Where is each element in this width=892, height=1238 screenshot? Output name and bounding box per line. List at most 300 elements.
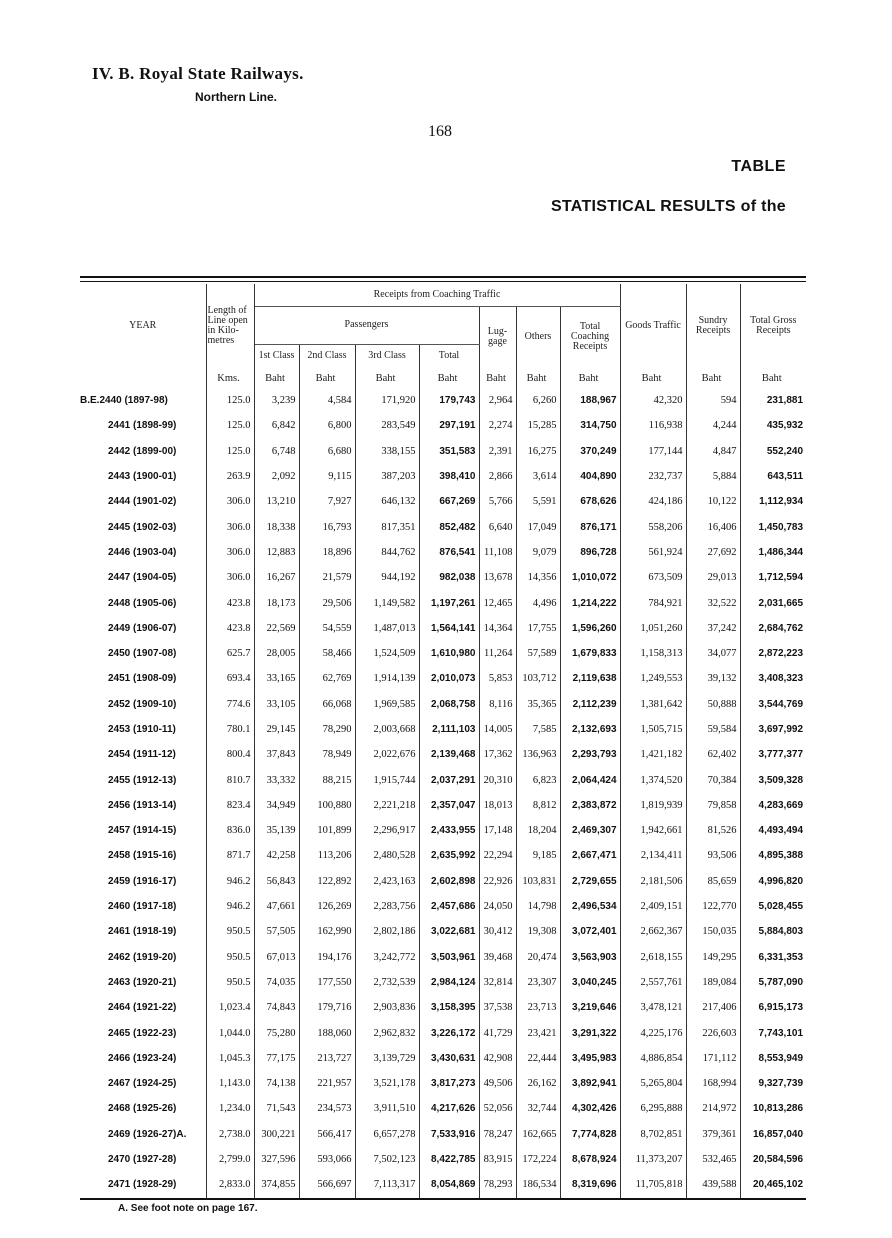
cell-luggage: 39,468 [479, 945, 516, 970]
cell-class1: 327,596 [254, 1147, 299, 1172]
cell-sundry: 171,112 [686, 1046, 740, 1071]
cell-class3: 944,192 [355, 565, 419, 590]
cell-class2: 162,990 [299, 919, 355, 944]
cell-total-coaching: 3,291,322 [560, 1020, 620, 1045]
cell-luggage: 2,964 [479, 388, 516, 413]
footnote: A. See foot note on page 167. [118, 1203, 258, 1214]
cell-luggage: 11,108 [479, 540, 516, 565]
cell-goods: 1,158,313 [620, 641, 686, 666]
cell-total: 4,217,626 [419, 1096, 479, 1121]
cell-others: 18,204 [516, 818, 560, 843]
cell-goods: 2,181,506 [620, 869, 686, 894]
cell-goods: 558,206 [620, 514, 686, 539]
cell-goods: 2,557,761 [620, 970, 686, 995]
cell-total: 1,610,980 [419, 641, 479, 666]
cell-total: 982,038 [419, 565, 479, 590]
cell-year: 2468 (1925-26) [80, 1096, 206, 1121]
cell-gross: 3,777,377 [758, 749, 804, 761]
cell-class1: 6,748 [254, 439, 299, 464]
cell-class2: 126,269 [299, 894, 355, 919]
cell-class2: 18,896 [299, 540, 355, 565]
cell-total-coaching: 2,469,307 [560, 818, 620, 843]
col-header-gross: Total Gross Receipts [750, 315, 797, 336]
cell-total-coaching: 876,171 [560, 514, 620, 539]
cell-class3: 6,657,278 [355, 1122, 419, 1147]
cell-sundry: 4,847 [686, 439, 740, 464]
cell-sundry: 150,035 [686, 919, 740, 944]
cell-total-coaching: 188,967 [560, 388, 620, 413]
cell-year: 2452 (1909-10) [80, 692, 206, 717]
cell-total: 2,602,898 [419, 869, 479, 894]
cell-luggage: 12,465 [479, 590, 516, 615]
cell-luggage: 83,915 [479, 1147, 516, 1172]
cell-year: 2444 (1901-02) [80, 489, 206, 514]
cell-goods: 784,921 [620, 590, 686, 615]
cell-others: 17,755 [516, 616, 560, 641]
cell-sundry: 149,295 [686, 945, 740, 970]
cell-class2: 194,176 [299, 945, 355, 970]
cell-total-coaching: 314,750 [560, 413, 620, 438]
table-row [80, 666, 806, 691]
cell-gross: 2,031,665 [758, 597, 804, 609]
cell-gross: 3,408,323 [758, 673, 804, 685]
cell-luggage: 11,264 [479, 641, 516, 666]
cell-length: 263.9 [206, 464, 254, 489]
cell-length: 2,738.0 [206, 1122, 254, 1147]
cell-sundry: 62,402 [686, 742, 740, 767]
cell-class1: 300,221 [254, 1122, 299, 1147]
cell-gross: 4,283,669 [758, 799, 804, 811]
col-header-others: Others [516, 306, 560, 368]
cell-others: 3,614 [516, 464, 560, 489]
cell-total-coaching: 2,496,534 [560, 894, 620, 919]
cell-length: 871.7 [206, 843, 254, 868]
cell-luggage: 22,926 [479, 869, 516, 894]
cell-total-coaching: 404,890 [560, 464, 620, 489]
cell-luggage: 14,005 [479, 717, 516, 742]
cell-class2: 100,880 [299, 793, 355, 818]
cell-length: 125.0 [206, 388, 254, 413]
cell-gross: 20,584,596 [752, 1154, 804, 1166]
unit-others: Baht [516, 368, 560, 388]
cell-goods: 1,819,939 [620, 793, 686, 818]
cell-total-coaching: 3,563,903 [560, 945, 620, 970]
cell-total: 2,010,073 [419, 666, 479, 691]
cell-goods: 2,409,151 [620, 894, 686, 919]
cell-goods: 4,886,854 [620, 1046, 686, 1071]
cell-class3: 3,242,772 [355, 945, 419, 970]
cell-sundry: 594 [686, 388, 740, 413]
cell-class2: 16,793 [299, 514, 355, 539]
cell-class1: 374,855 [254, 1172, 299, 1198]
col-header-year: YEAR [80, 284, 206, 368]
cell-others: 6,260 [516, 388, 560, 413]
cell-gross: 1,450,783 [758, 521, 804, 533]
table-row [80, 616, 806, 641]
cell-gross: 10,813,286 [752, 1103, 804, 1115]
cell-others: 32,744 [516, 1096, 560, 1121]
cell-others: 186,534 [516, 1172, 560, 1198]
cell-class1: 13,210 [254, 489, 299, 514]
cell-total: 2,984,124 [419, 970, 479, 995]
unit-length: Kms. [206, 368, 254, 388]
cell-class2: 4,584 [299, 388, 355, 413]
cell-total: 2,139,468 [419, 742, 479, 767]
cell-class2: 188,060 [299, 1020, 355, 1045]
table-row [80, 514, 806, 539]
cell-total-coaching: 2,729,655 [560, 869, 620, 894]
cell-length: 1,143.0 [206, 1071, 254, 1096]
cell-sundry: 37,242 [686, 616, 740, 641]
cell-sundry: 226,603 [686, 1020, 740, 1045]
cell-length: 946.2 [206, 869, 254, 894]
table-row [80, 919, 806, 944]
cell-year: 2456 (1913-14) [80, 793, 206, 818]
cell-length: 306.0 [206, 540, 254, 565]
cell-class3: 7,502,123 [355, 1147, 419, 1172]
table-row [80, 464, 806, 489]
table-row [80, 1071, 806, 1096]
cell-total-coaching: 3,040,245 [560, 970, 620, 995]
cell-others: 5,591 [516, 489, 560, 514]
cell-class3: 2,802,186 [355, 919, 419, 944]
cell-total-coaching: 2,119,638 [560, 666, 620, 691]
table-row [80, 590, 806, 615]
cell-others: 162,665 [516, 1122, 560, 1147]
cell-class3: 2,296,917 [355, 818, 419, 843]
cell-gross: 20,465,102 [740, 1172, 806, 1198]
cell-length: 780.1 [206, 717, 254, 742]
cell-class1: 35,139 [254, 818, 299, 843]
cell-sundry: 81,526 [686, 818, 740, 843]
cell-total: 1,564,141 [419, 616, 479, 641]
cell-year: 2453 (1910-11) [80, 717, 206, 742]
cell-class2: 101,899 [299, 818, 355, 843]
cell-class3: 171,920 [355, 388, 419, 413]
cell-others: 14,798 [516, 894, 560, 919]
cell-goods: 3,478,121 [620, 995, 686, 1020]
table-row [80, 995, 806, 1020]
cell-gross: 5,028,455 [758, 901, 804, 913]
cell-others: 16,275 [516, 439, 560, 464]
cell-gross: 2,872,223 [758, 648, 804, 660]
cell-luggage: 8,116 [479, 692, 516, 717]
cell-class1: 18,338 [254, 514, 299, 539]
cell-goods: 561,924 [620, 540, 686, 565]
cell-gross: 4,895,388 [758, 850, 804, 862]
cell-others: 103,831 [516, 869, 560, 894]
cell-length: 423.8 [206, 616, 254, 641]
cell-gross: 552,240 [766, 445, 804, 457]
cell-total-coaching: 2,293,793 [560, 742, 620, 767]
cell-class1: 16,267 [254, 565, 299, 590]
cell-gross: 9,327,739 [758, 1078, 804, 1090]
cell-sundry: 379,361 [686, 1122, 740, 1147]
table-row [80, 869, 806, 894]
cell-goods: 1,374,520 [620, 767, 686, 792]
cell-luggage: 49,506 [479, 1071, 516, 1096]
cell-total: 7,533,916 [419, 1122, 479, 1147]
cell-class3: 2,423,163 [355, 869, 419, 894]
cell-total-coaching: 3,495,983 [560, 1046, 620, 1071]
statistics-table [80, 284, 806, 1200]
col-header-total-coaching: Total Coaching Receipts [560, 306, 620, 368]
cell-year: 2458 (1915-16) [80, 843, 206, 868]
cell-class2: 566,697 [299, 1172, 355, 1198]
cell-class3: 1,149,582 [355, 590, 419, 615]
cell-class2: 88,215 [299, 767, 355, 792]
cell-class1: 67,013 [254, 945, 299, 970]
cell-length: 1,044.0 [206, 1020, 254, 1045]
cell-class1: 77,175 [254, 1046, 299, 1071]
cell-class1: 42,258 [254, 843, 299, 868]
cell-goods: 1,249,553 [620, 666, 686, 691]
cell-year: 2467 (1924-25) [80, 1071, 206, 1096]
cell-year: 2457 (1914-15) [80, 818, 206, 843]
cell-total-coaching: 1,214,222 [560, 590, 620, 615]
cell-length: 1,045.3 [206, 1046, 254, 1071]
cell-year: 2460 (1917-18) [80, 894, 206, 919]
cell-total-coaching: 1,679,833 [560, 641, 620, 666]
cell-class3: 2,022,676 [355, 742, 419, 767]
table-row [80, 489, 806, 514]
cell-class1: 22,569 [254, 616, 299, 641]
cell-class2: 6,800 [299, 413, 355, 438]
cell-length: 810.7 [206, 767, 254, 792]
cell-year: 2455 (1912-13) [80, 767, 206, 792]
cell-luggage: 20,310 [479, 767, 516, 792]
cell-gross: 6,331,353 [758, 951, 804, 963]
cell-year: 2461 (1918-19) [80, 919, 206, 944]
cell-class1: 56,843 [254, 869, 299, 894]
cell-class1: 75,280 [254, 1020, 299, 1045]
cell-year: 2441 (1898-99) [80, 413, 206, 438]
cell-year: 2451 (1908-09) [80, 666, 206, 691]
cell-sundry: 532,465 [686, 1147, 740, 1172]
cell-length: 946.2 [206, 894, 254, 919]
cell-goods: 5,265,804 [620, 1071, 686, 1096]
cell-class3: 2,221,218 [355, 793, 419, 818]
cell-total: 852,482 [419, 514, 479, 539]
cell-class3: 2,003,668 [355, 717, 419, 742]
unit-luggage: Baht [479, 368, 516, 388]
table-row [80, 1046, 806, 1071]
cell-class2: 177,550 [299, 970, 355, 995]
cell-others: 8,812 [516, 793, 560, 818]
cell-goods: 1,381,642 [620, 692, 686, 717]
table-top-rule [80, 276, 806, 278]
table-row [80, 413, 806, 438]
cell-class3: 2,480,528 [355, 843, 419, 868]
cell-class2: 54,559 [299, 616, 355, 641]
table-row [80, 767, 806, 792]
table-row [80, 793, 806, 818]
cell-others: 19,308 [516, 919, 560, 944]
cell-goods: 11,705,818 [620, 1172, 686, 1198]
table-row [80, 945, 806, 970]
cell-others: 26,162 [516, 1071, 560, 1096]
cell-total: 2,357,047 [419, 793, 479, 818]
cell-year: 2442 (1899-00) [80, 439, 206, 464]
cell-gross: 5,787,090 [758, 976, 804, 988]
cell-luggage: 18,013 [479, 793, 516, 818]
table-row [80, 843, 806, 868]
cell-total-coaching: 370,249 [560, 439, 620, 464]
cell-luggage: 2,866 [479, 464, 516, 489]
cell-class2: 593,066 [299, 1147, 355, 1172]
cell-class1: 57,505 [254, 919, 299, 944]
cell-class2: 78,290 [299, 717, 355, 742]
cell-class3: 1,914,139 [355, 666, 419, 691]
cell-class3: 2,732,539 [355, 970, 419, 995]
cell-class1: 2,092 [254, 464, 299, 489]
cell-total: 3,817,273 [419, 1071, 479, 1096]
cell-total: 3,158,395 [419, 995, 479, 1020]
cell-total-coaching: 1,010,072 [560, 565, 620, 590]
cell-sundry: 59,584 [686, 717, 740, 742]
unit-gross: Baht [761, 372, 782, 384]
cell-sundry: 34,077 [686, 641, 740, 666]
section-subtitle: Northern Line. [195, 90, 278, 104]
col-header-class2: 2nd Class [299, 344, 355, 368]
unit-goods: Baht [620, 368, 686, 388]
cell-others: 7,585 [516, 717, 560, 742]
cell-sundry: 214,972 [686, 1096, 740, 1121]
col-header-luggage: Lug-gage [479, 306, 516, 368]
cell-total-coaching: 3,072,401 [560, 919, 620, 944]
cell-total-coaching: 896,728 [560, 540, 620, 565]
cell-luggage: 2,274 [479, 413, 516, 438]
cell-class1: 37,843 [254, 742, 299, 767]
cell-year: 2449 (1906-07) [80, 616, 206, 641]
cell-others: 57,589 [516, 641, 560, 666]
cell-length: 423.8 [206, 590, 254, 615]
cell-goods: 1,505,715 [620, 717, 686, 742]
cell-class3: 3,911,510 [355, 1096, 419, 1121]
cell-year: 2454 (1911-12) [80, 742, 206, 767]
cell-gross: 2,684,762 [758, 622, 804, 634]
cell-total-coaching: 8,678,924 [560, 1147, 620, 1172]
units-row [80, 368, 806, 388]
cell-total: 2,635,992 [419, 843, 479, 868]
unit-total: Baht [419, 368, 479, 388]
cell-luggage: 78,293 [479, 1172, 516, 1198]
table-row [80, 1172, 806, 1198]
cell-year: 2465 (1922-23) [80, 1020, 206, 1045]
col-header-goods: Goods Traffic [620, 284, 686, 368]
cell-year: 2448 (1905-06) [80, 590, 206, 615]
unit-class1: Baht [254, 368, 299, 388]
cell-luggage: 32,814 [479, 970, 516, 995]
cell-total: 1,197,261 [419, 590, 479, 615]
cell-class1: 33,165 [254, 666, 299, 691]
cell-class2: 221,957 [299, 1071, 355, 1096]
cell-length: 950.5 [206, 945, 254, 970]
cell-others: 17,049 [516, 514, 560, 539]
cell-total-coaching: 4,302,426 [560, 1096, 620, 1121]
cell-total: 3,430,631 [419, 1046, 479, 1071]
cell-class1: 71,543 [254, 1096, 299, 1121]
cell-class3: 844,762 [355, 540, 419, 565]
cell-sundry: 122,770 [686, 894, 740, 919]
cell-class1: 33,332 [254, 767, 299, 792]
cell-gross: 8,553,949 [758, 1052, 804, 1064]
cell-others: 14,356 [516, 565, 560, 590]
cell-class2: 122,892 [299, 869, 355, 894]
cell-goods: 424,186 [620, 489, 686, 514]
cell-others: 35,365 [516, 692, 560, 717]
cell-gross: 16,857,040 [752, 1128, 804, 1140]
cell-length: 836.0 [206, 818, 254, 843]
cell-luggage: 37,538 [479, 995, 516, 1020]
cell-others: 9,185 [516, 843, 560, 868]
cell-class3: 3,139,729 [355, 1046, 419, 1071]
cell-class2: 6,680 [299, 439, 355, 464]
cell-total-coaching: 2,383,872 [560, 793, 620, 818]
cell-class3: 1,969,585 [355, 692, 419, 717]
cell-others: 103,712 [516, 666, 560, 691]
table-row [80, 818, 806, 843]
cell-sundry: 85,659 [686, 869, 740, 894]
table-caption: STATISTICAL RESULTS of the [550, 198, 786, 215]
cell-goods: 1,051,260 [620, 616, 686, 641]
cell-gross: 3,697,992 [758, 724, 804, 735]
cell-total: 179,743 [419, 388, 479, 413]
cell-others: 20,474 [516, 945, 560, 970]
cell-total: 8,054,869 [419, 1172, 479, 1198]
cell-luggage: 30,412 [479, 919, 516, 944]
cell-total: 667,269 [419, 489, 479, 514]
cell-class3: 1,915,744 [355, 767, 419, 792]
section-title: IV. B. Royal State Railways. [92, 64, 304, 83]
cell-total-coaching: 3,219,646 [560, 995, 620, 1020]
cell-sundry: 217,406 [686, 995, 740, 1020]
cell-luggage: 2,391 [479, 439, 516, 464]
cell-goods: 1,421,182 [620, 742, 686, 767]
table-row [80, 1122, 806, 1147]
table-row [80, 565, 806, 590]
cell-luggage: 14,364 [479, 616, 516, 641]
cell-others: 23,713 [516, 995, 560, 1020]
cell-class1: 12,883 [254, 540, 299, 565]
cell-sundry: 50,888 [686, 692, 740, 717]
cell-luggage: 22,294 [479, 843, 516, 868]
cell-class2: 113,206 [299, 843, 355, 868]
cell-luggage: 24,050 [479, 894, 516, 919]
cell-gross: 5,884,803 [758, 926, 804, 938]
cell-length: 950.5 [206, 919, 254, 944]
cell-sundry: 10,122 [686, 489, 740, 514]
cell-total-coaching: 2,132,693 [560, 717, 620, 742]
cell-goods: 4,225,176 [620, 1020, 686, 1045]
cell-others: 6,823 [516, 767, 560, 792]
cell-class2: 21,579 [299, 565, 355, 590]
cell-sundry: 70,384 [686, 767, 740, 792]
unit-sundry: Baht [686, 368, 740, 388]
cell-length: 125.0 [206, 439, 254, 464]
cell-others: 136,963 [516, 742, 560, 767]
cell-total: 297,191 [419, 413, 479, 438]
cell-total: 8,422,785 [419, 1147, 479, 1172]
cell-length: 2,799.0 [206, 1147, 254, 1172]
cell-class2: 234,573 [299, 1096, 355, 1121]
cell-class1: 74,138 [254, 1071, 299, 1096]
cell-goods: 6,295,888 [620, 1096, 686, 1121]
cell-class3: 2,283,756 [355, 894, 419, 919]
cell-gross: 1,112,934 [759, 496, 804, 508]
cell-sundry: 189,084 [686, 970, 740, 995]
cell-goods: 116,938 [620, 413, 686, 438]
